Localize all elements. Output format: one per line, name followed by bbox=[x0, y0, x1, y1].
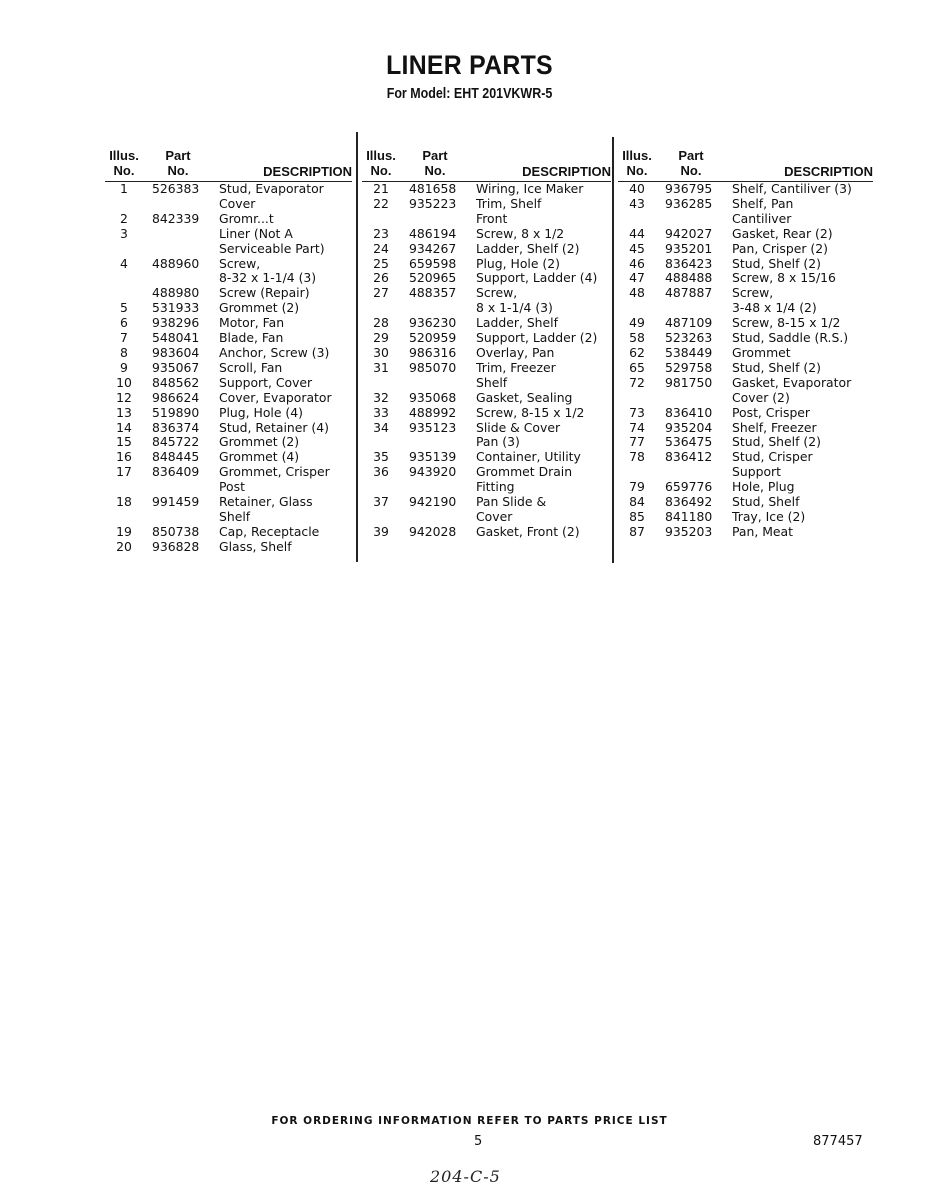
illus-number: 77 bbox=[629, 434, 645, 450]
part-description: Plug, Hole (2) bbox=[476, 255, 560, 271]
illus-number: 4 bbox=[120, 255, 128, 271]
part-number: 531933 bbox=[152, 300, 200, 316]
part-number: 659776 bbox=[665, 479, 713, 495]
part-description: Cover bbox=[219, 195, 256, 211]
part-description: Serviceable Part) bbox=[219, 240, 325, 256]
part-description: Gromr...t bbox=[219, 210, 274, 226]
part-description: Cap, Receptacle bbox=[219, 523, 320, 539]
parts-row bbox=[618, 242, 874, 257]
illus-number: 62 bbox=[629, 344, 645, 360]
parts-row bbox=[105, 406, 353, 421]
part-number: 836410 bbox=[665, 404, 713, 420]
parts-row bbox=[618, 346, 874, 361]
illus-number: 29 bbox=[373, 330, 389, 346]
parts-row bbox=[618, 495, 874, 510]
header-illus-no: Illus. No. bbox=[366, 148, 396, 178]
parts-row bbox=[618, 316, 874, 331]
part-description: Cantiliver bbox=[732, 210, 792, 226]
parts-row bbox=[105, 391, 353, 406]
part-number: 520965 bbox=[409, 270, 457, 286]
parts-row bbox=[105, 540, 353, 555]
part-description: Pan (3) bbox=[476, 434, 520, 450]
illus-number: 36 bbox=[373, 464, 389, 480]
parts-row bbox=[618, 331, 874, 346]
part-description: Grommet, Crisper bbox=[219, 464, 330, 480]
illus-number: 32 bbox=[373, 389, 389, 405]
parts-row bbox=[362, 421, 612, 451]
part-number: 548041 bbox=[152, 330, 200, 346]
handwritten-note: 204-C-5 bbox=[430, 1167, 501, 1186]
part-description: Blade, Fan bbox=[219, 330, 284, 346]
part-description: Shelf, Freezer bbox=[732, 419, 817, 435]
part-number: 836492 bbox=[665, 494, 713, 510]
parts-row bbox=[362, 286, 612, 316]
parts-row bbox=[362, 406, 612, 421]
part-description: Container, Utility bbox=[476, 449, 581, 465]
illus-number: 48 bbox=[629, 285, 645, 301]
illus-number: 46 bbox=[629, 255, 645, 271]
part-description: Support, Cover bbox=[219, 374, 313, 390]
part-description: Overlay, Pan bbox=[476, 344, 555, 360]
header-part-no: Part No. bbox=[678, 148, 704, 178]
part-number: 526383 bbox=[152, 181, 200, 196]
part-number: 936230 bbox=[409, 315, 457, 331]
illus-number: 28 bbox=[373, 315, 389, 331]
illus-number: 7 bbox=[120, 330, 128, 346]
parts-row bbox=[105, 316, 353, 331]
parts-row bbox=[618, 376, 874, 406]
illus-number: 27 bbox=[373, 285, 389, 301]
part-number: 938296 bbox=[152, 315, 200, 331]
parts-row bbox=[362, 316, 612, 331]
parts-row bbox=[618, 197, 874, 227]
header-description: DESCRIPTION bbox=[263, 164, 352, 179]
parts-row bbox=[618, 286, 874, 316]
illus-number: 14 bbox=[116, 419, 132, 435]
part-number: 986624 bbox=[152, 389, 200, 405]
part-description: Hole, Plug bbox=[732, 479, 795, 495]
parts-row bbox=[618, 271, 874, 286]
part-description: 8-32 x 1-1/4 (3) bbox=[219, 270, 317, 286]
page-number: 5 bbox=[474, 1134, 483, 1149]
illus-number: 58 bbox=[629, 330, 645, 346]
part-description: Grommet (2) bbox=[219, 434, 300, 450]
illus-number: 72 bbox=[629, 374, 645, 390]
part-description: Screw, 8 x 15/16 bbox=[732, 270, 836, 286]
illus-number: 2 bbox=[120, 210, 128, 226]
parts-row bbox=[362, 182, 612, 197]
parts-row bbox=[618, 525, 874, 540]
part-description: Slide & Cover bbox=[476, 419, 561, 435]
parts-row bbox=[618, 406, 874, 421]
illus-number: 8 bbox=[120, 344, 128, 360]
part-number: 981750 bbox=[665, 374, 713, 390]
part-number: 488980 bbox=[152, 285, 200, 301]
part-description: Support bbox=[732, 464, 781, 480]
part-number: 841180 bbox=[665, 508, 713, 524]
column-divider bbox=[356, 132, 358, 562]
parts-column-1 bbox=[105, 146, 353, 555]
part-description: Stud, Crisper bbox=[732, 449, 813, 465]
part-number: 942190 bbox=[409, 494, 457, 510]
parts-row bbox=[105, 346, 353, 361]
parts-column-3 bbox=[618, 146, 874, 540]
page-title: LINER PARTS bbox=[386, 50, 553, 80]
illus-number: 22 bbox=[373, 195, 389, 211]
parts-row bbox=[105, 331, 353, 346]
part-description: Grommet (4) bbox=[219, 449, 300, 465]
parts-rows bbox=[618, 182, 874, 540]
parts-row bbox=[618, 435, 874, 450]
part-description: Wiring, Ice Maker bbox=[476, 181, 584, 196]
parts-row bbox=[362, 227, 612, 242]
part-description: Cover bbox=[476, 508, 513, 524]
illus-number: 40 bbox=[629, 181, 645, 196]
part-number: 936795 bbox=[665, 181, 713, 196]
document-number: 877457 bbox=[813, 1134, 863, 1149]
part-number: 942027 bbox=[665, 225, 713, 241]
part-number: 488357 bbox=[409, 285, 457, 301]
ordering-note: FOR ORDERING INFORMATION REFER TO PARTS PRICE LIST bbox=[271, 1115, 668, 1127]
part-number: 836412 bbox=[665, 449, 713, 465]
part-description: Plug, Hole (4) bbox=[219, 404, 303, 420]
illus-number: 78 bbox=[629, 449, 645, 465]
part-description: Screw, 8-15 x 1/2 bbox=[732, 315, 841, 331]
illus-number: 31 bbox=[373, 359, 389, 375]
part-description: Gasket, Rear (2) bbox=[732, 225, 833, 241]
parts-row bbox=[362, 346, 612, 361]
part-number: 519890 bbox=[152, 404, 200, 420]
illus-number: 33 bbox=[373, 404, 389, 420]
part-description: Shelf, Cantiliver (3) bbox=[732, 181, 852, 196]
part-description: Liner (Not A bbox=[219, 225, 293, 241]
parts-row bbox=[105, 421, 353, 436]
parts-row bbox=[105, 361, 353, 376]
parts-row bbox=[362, 197, 612, 227]
illus-number: 13 bbox=[116, 404, 132, 420]
header-illus-no: Illus. No. bbox=[622, 148, 652, 178]
header-part-no: Part No. bbox=[165, 148, 191, 178]
part-number: 934267 bbox=[409, 240, 457, 256]
part-description: Stud, Retainer (4) bbox=[219, 419, 329, 435]
part-description: Stud, Shelf bbox=[732, 494, 800, 510]
part-number: 943920 bbox=[409, 464, 457, 480]
illus-number: 35 bbox=[373, 449, 389, 465]
part-number: 481658 bbox=[409, 181, 457, 196]
part-description: Grommet (2) bbox=[219, 300, 300, 316]
parts-row bbox=[105, 465, 353, 495]
part-description: Shelf bbox=[476, 374, 508, 390]
illus-number: 10 bbox=[116, 374, 132, 390]
part-number: 487887 bbox=[665, 285, 713, 301]
parts-row bbox=[105, 257, 353, 287]
header-illus-no: Illus. No. bbox=[109, 148, 139, 178]
illus-number: 16 bbox=[116, 449, 132, 465]
illus-number: 9 bbox=[120, 359, 128, 375]
part-number: 935139 bbox=[409, 449, 457, 465]
part-description: Scroll, Fan bbox=[219, 359, 283, 375]
part-description: Shelf, Pan bbox=[732, 195, 794, 211]
part-number: 842339 bbox=[152, 210, 200, 226]
table-header bbox=[105, 146, 352, 182]
illus-number: 18 bbox=[116, 494, 132, 510]
part-number: 935201 bbox=[665, 240, 713, 256]
part-number: 488960 bbox=[152, 255, 200, 271]
illus-number: 79 bbox=[629, 479, 645, 495]
part-description: Screw, bbox=[219, 255, 261, 271]
parts-row bbox=[362, 242, 612, 257]
illus-number: 3 bbox=[120, 225, 128, 241]
part-description: Grommet Drain bbox=[476, 464, 573, 480]
part-description: Stud, Shelf (2) bbox=[732, 434, 821, 450]
part-number: 848445 bbox=[152, 449, 200, 465]
illus-number: 44 bbox=[629, 225, 645, 241]
part-number: 536475 bbox=[665, 434, 713, 450]
part-description: Grommet bbox=[732, 344, 791, 360]
part-number: 836374 bbox=[152, 419, 200, 435]
illus-number: 65 bbox=[629, 359, 645, 375]
part-description: Stud, Shelf (2) bbox=[732, 255, 821, 271]
part-description: Gasket, Sealing bbox=[476, 389, 573, 405]
parts-row bbox=[105, 286, 353, 301]
illus-number: 47 bbox=[629, 270, 645, 286]
parts-rows bbox=[105, 182, 353, 555]
parts-row bbox=[105, 495, 353, 525]
part-description: Cover (2) bbox=[732, 389, 790, 405]
table-header bbox=[618, 146, 873, 182]
part-number: 848562 bbox=[152, 374, 200, 390]
part-description: Retainer, Glass bbox=[219, 494, 313, 510]
part-description: Anchor, Screw (3) bbox=[219, 344, 330, 360]
header-description: DESCRIPTION bbox=[784, 164, 873, 179]
part-number: 936285 bbox=[665, 195, 713, 211]
part-description: Pan Slide & bbox=[476, 494, 547, 510]
parts-row bbox=[362, 495, 612, 525]
parts-rows bbox=[362, 182, 612, 540]
parts-row bbox=[362, 271, 612, 286]
illus-number: 25 bbox=[373, 255, 389, 271]
illus-number: 74 bbox=[629, 419, 645, 435]
part-number: 529758 bbox=[665, 359, 713, 375]
part-number: 845722 bbox=[152, 434, 200, 450]
part-description: Screw, bbox=[732, 285, 774, 301]
illus-number: 49 bbox=[629, 315, 645, 331]
part-description: Pan, Meat bbox=[732, 523, 794, 539]
part-description: Support, Ladder (2) bbox=[476, 330, 598, 346]
part-number: 850738 bbox=[152, 523, 200, 539]
part-number: 523263 bbox=[665, 330, 713, 346]
illus-number: 84 bbox=[629, 494, 645, 510]
illus-number: 12 bbox=[116, 389, 132, 405]
illus-number: 73 bbox=[629, 404, 645, 420]
model-subtitle: For Model: EHT 201VKWR-5 bbox=[386, 86, 553, 102]
illus-number: 30 bbox=[373, 344, 389, 360]
part-number: 935204 bbox=[665, 419, 713, 435]
illus-number: 34 bbox=[373, 419, 389, 435]
part-description: Trim, Shelf bbox=[476, 195, 542, 211]
part-description: Screw, bbox=[476, 285, 518, 301]
illus-number: 85 bbox=[629, 508, 645, 524]
table-header bbox=[362, 146, 611, 182]
part-description: Screw, 8 x 1/2 bbox=[476, 225, 565, 241]
parts-row bbox=[618, 361, 874, 376]
part-description: Stud, Shelf (2) bbox=[732, 359, 821, 375]
part-description: Post bbox=[219, 479, 245, 495]
illus-number: 24 bbox=[373, 240, 389, 256]
illus-number: 87 bbox=[629, 523, 645, 539]
parts-row bbox=[105, 376, 353, 391]
parts-row bbox=[105, 212, 353, 227]
parts-row bbox=[362, 465, 612, 495]
parts-row bbox=[362, 391, 612, 406]
parts-row bbox=[618, 227, 874, 242]
parts-row bbox=[618, 510, 874, 525]
part-number: 486194 bbox=[409, 225, 457, 241]
part-number: 936828 bbox=[152, 538, 200, 554]
part-description: Gasket, Front (2) bbox=[476, 523, 580, 539]
parts-row bbox=[618, 182, 874, 197]
part-number: 659598 bbox=[409, 255, 457, 271]
parts-row bbox=[362, 331, 612, 346]
illus-number: 20 bbox=[116, 538, 132, 554]
part-number: 488992 bbox=[409, 404, 457, 420]
illus-number: 1 bbox=[120, 181, 128, 196]
part-number: 487109 bbox=[665, 315, 713, 331]
parts-row bbox=[618, 450, 874, 480]
part-number: 935123 bbox=[409, 419, 457, 435]
illus-number: 26 bbox=[373, 270, 389, 286]
part-number: 935068 bbox=[409, 389, 457, 405]
illus-number: 15 bbox=[116, 434, 132, 450]
part-description: Screw, 8-15 x 1/2 bbox=[476, 404, 585, 420]
part-number: 983604 bbox=[152, 344, 200, 360]
part-number: 538449 bbox=[665, 344, 713, 360]
part-description: Motor, Fan bbox=[219, 315, 285, 331]
parts-row bbox=[105, 301, 353, 316]
illus-number: 23 bbox=[373, 225, 389, 241]
part-description: Front bbox=[476, 210, 508, 226]
parts-row bbox=[105, 450, 353, 465]
parts-row bbox=[618, 257, 874, 272]
part-description: Shelf bbox=[219, 508, 251, 524]
part-number: 935223 bbox=[409, 195, 457, 211]
part-description: Ladder, Shelf bbox=[476, 315, 558, 331]
part-number: 986316 bbox=[409, 344, 457, 360]
parts-row bbox=[618, 480, 874, 495]
parts-column-2 bbox=[362, 146, 612, 540]
parts-row bbox=[105, 182, 353, 212]
parts-row bbox=[362, 361, 612, 391]
parts-row bbox=[105, 435, 353, 450]
part-number: 985070 bbox=[409, 359, 457, 375]
parts-row bbox=[362, 257, 612, 272]
part-description: Post, Crisper bbox=[732, 404, 811, 420]
illus-number: 43 bbox=[629, 195, 645, 211]
illus-number: 19 bbox=[116, 523, 132, 539]
illus-number: 17 bbox=[116, 464, 132, 480]
header-description: DESCRIPTION bbox=[522, 164, 611, 179]
part-number: 488488 bbox=[665, 270, 713, 286]
part-description: Ladder, Shelf (2) bbox=[476, 240, 580, 256]
part-description: Trim, Freezer bbox=[476, 359, 556, 375]
part-number: 942028 bbox=[409, 523, 457, 539]
part-number: 935203 bbox=[665, 523, 713, 539]
part-description: Tray, Ice (2) bbox=[732, 508, 806, 524]
part-number: 991459 bbox=[152, 494, 200, 510]
part-description: Gasket, Evaporator bbox=[732, 374, 852, 390]
part-description: Glass, Shelf bbox=[219, 538, 292, 554]
part-number: 836423 bbox=[665, 255, 713, 271]
parts-row bbox=[105, 525, 353, 540]
illus-number: 37 bbox=[373, 494, 389, 510]
illus-number: 6 bbox=[120, 315, 128, 331]
header-part-no: Part No. bbox=[422, 148, 448, 178]
part-description: Cover, Evaporator bbox=[219, 389, 332, 405]
part-description: 8 x 1-1/4 (3) bbox=[476, 300, 553, 316]
column-divider bbox=[612, 137, 614, 563]
part-description: Support, Ladder (4) bbox=[476, 270, 598, 286]
part-description: Screw (Repair) bbox=[219, 285, 310, 301]
parts-row bbox=[362, 450, 612, 465]
parts-row bbox=[105, 227, 353, 257]
part-description: Stud, Saddle (R.S.) bbox=[732, 330, 849, 346]
parts-row bbox=[362, 525, 612, 540]
illus-number: 21 bbox=[373, 181, 389, 196]
part-description: Fitting bbox=[476, 479, 515, 495]
part-number: 520959 bbox=[409, 330, 457, 346]
illus-number: 39 bbox=[373, 523, 389, 539]
part-description: 3-48 x 1/4 (2) bbox=[732, 300, 817, 316]
part-description: Pan, Crisper (2) bbox=[732, 240, 828, 256]
illus-number: 5 bbox=[120, 300, 128, 316]
part-number: 935067 bbox=[152, 359, 200, 375]
illus-number: 45 bbox=[629, 240, 645, 256]
part-number: 836409 bbox=[152, 464, 200, 480]
parts-row bbox=[618, 421, 874, 436]
part-description: Stud, Evaporator bbox=[219, 181, 324, 196]
